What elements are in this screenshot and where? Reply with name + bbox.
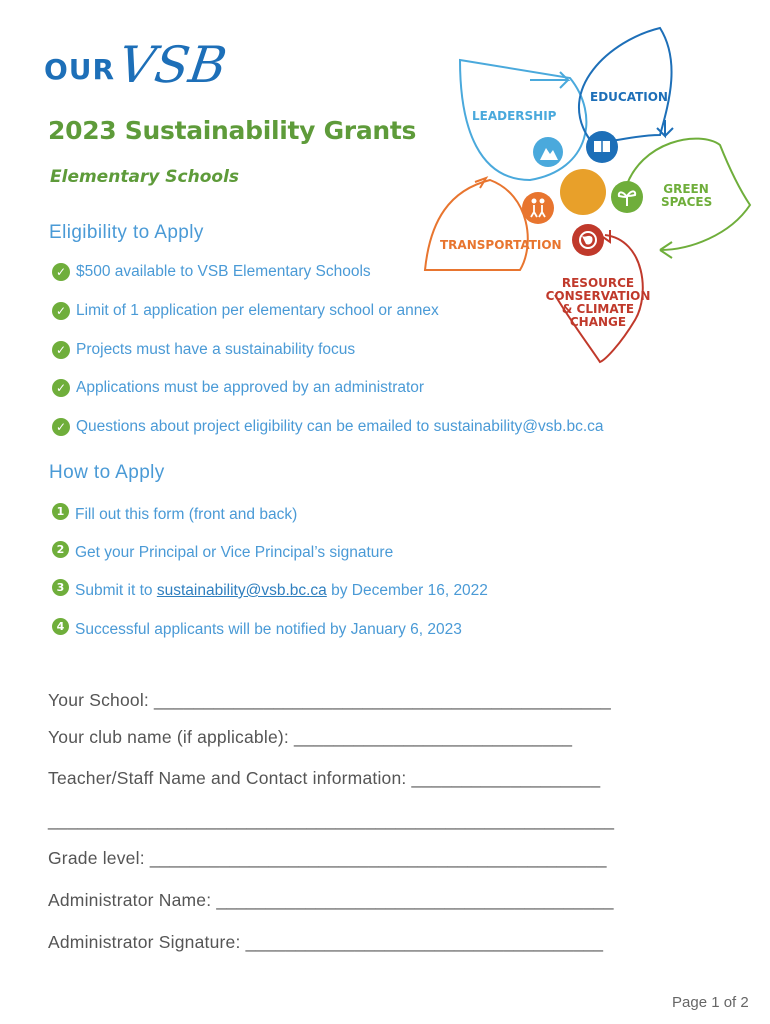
administrator-name-field[interactable]: Administrator Name: ________________________________________: [48, 890, 614, 910]
sustainability-pillars-graphic: [420, 20, 765, 370]
center-circle: [560, 169, 606, 215]
page-number: Page 1 of 2: [672, 994, 749, 1011]
eligibility-text: $500 available to VSB Elementary Schools: [76, 263, 371, 280]
administrator-signature-field[interactable]: Administrator Signature: ____________________________________: [48, 932, 604, 952]
eligibility-text: Questions about project eligibility can be emailed to sustainability@vsb.bc.ca: [76, 418, 604, 435]
page-title: 2023 Sustainability Grants: [48, 116, 417, 145]
eligibility-heading: Eligibility to Apply: [49, 222, 204, 243]
transportation-walk-icon: [522, 192, 554, 224]
how-to-step: [52, 544, 393, 562]
eligibility-item: [52, 379, 424, 397]
step-text-pre: Submit it to: [75, 582, 157, 599]
education-leaf: [579, 28, 672, 141]
eligibility-item: [52, 341, 355, 359]
check-icon: ✓: [52, 302, 70, 320]
step-text: Fill out this form (front and back): [75, 506, 298, 523]
how-to-step: [52, 621, 462, 639]
green-spaces-label: GREEN SPACES: [661, 182, 713, 209]
transportation-label: TRANSPORTATION: [440, 238, 562, 252]
step-number-badge: 3: [52, 579, 69, 596]
eligibility-item: [52, 418, 604, 436]
how-to-heading: How to Apply: [49, 462, 165, 483]
teacher-contact-field[interactable]: Teacher/Staff Name and Contact information: ___________________: [48, 768, 601, 788]
education-label: EDUCATION: [590, 90, 668, 104]
club-name-field[interactable]: Your club name (if applicable): ____________________________: [48, 727, 573, 747]
eligibility-item: [52, 302, 439, 320]
step-text-post: by December 16, 2022: [326, 582, 488, 599]
vsb-logo: [44, 36, 231, 94]
step-text: Get your Principal or Vice Principal’s signature: [75, 544, 394, 561]
eligibility-text: Applications must be approved by an administrator: [76, 379, 425, 396]
school-field[interactable]: Your School: ______________________________________________: [48, 690, 611, 710]
page-subtitle: Elementary Schools: [50, 167, 240, 187]
eligibility-item: [52, 263, 371, 281]
email-link[interactable]: sustainability@vsb.bc.ca: [156, 582, 327, 599]
check-icon: ✓: [52, 341, 70, 359]
check-icon: ✓: [52, 379, 70, 397]
step-number-badge: 4: [52, 618, 69, 635]
check-icon: ✓: [52, 263, 70, 281]
teacher-contact-continued-field[interactable]: _________________________________________________________: [48, 810, 615, 830]
eligibility-text: Limit of 1 application per elementary school or annex: [76, 302, 439, 319]
step-text: Successful applicants will be notified by January 6, 2023: [75, 621, 462, 638]
grade-level-field[interactable]: Grade level: ______________________________________________: [48, 848, 607, 868]
check-icon: ✓: [52, 418, 70, 436]
step-text: [75, 582, 488, 600]
logo-vsb-text: VSB: [115, 36, 231, 94]
eligibility-text: Projects must have a sustainability focus: [76, 341, 356, 358]
transportation-leaf: [425, 180, 528, 270]
step-number-badge: 1: [52, 503, 69, 520]
step-number-badge: 2: [52, 541, 69, 558]
logo-our-text: OUR: [44, 53, 116, 86]
how-to-step: [52, 582, 488, 600]
resource-label: RESOURCE CONSERVATION & CLIMATE CHANGE: [545, 276, 651, 329]
leadership-label: LEADERSHIP: [472, 109, 557, 123]
how-to-step: [52, 506, 297, 524]
